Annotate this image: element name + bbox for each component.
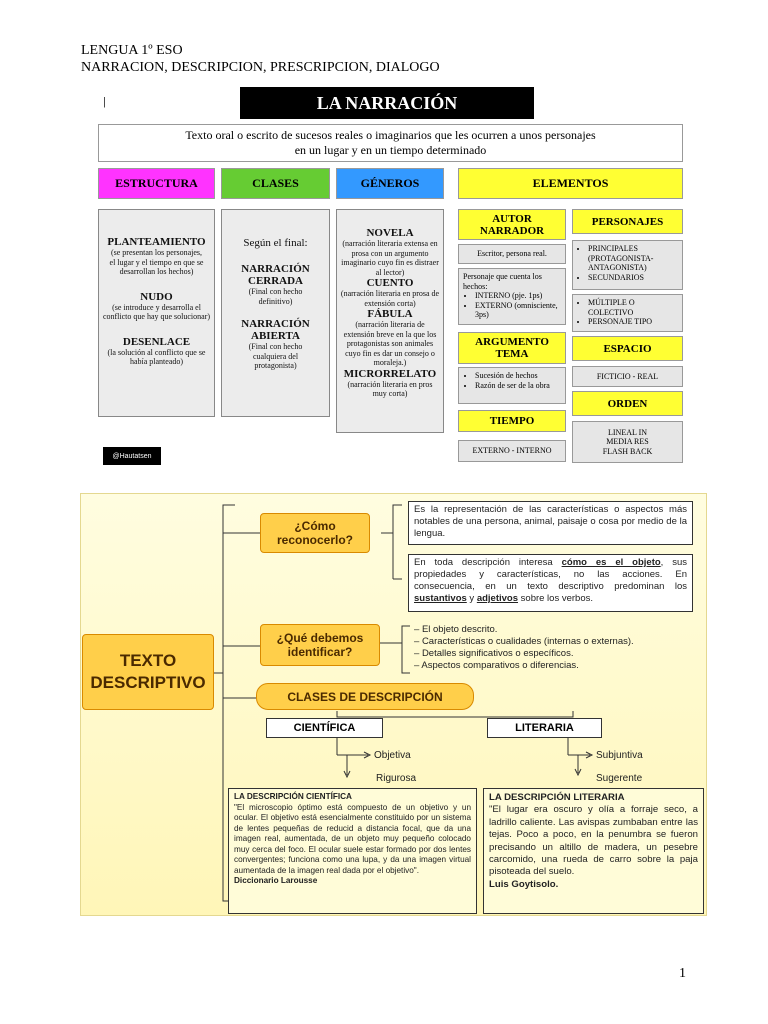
cientifica-objetiva: Objetiva: [374, 750, 411, 761]
el-personajes: PERSONAJES: [572, 209, 683, 234]
el-argumento-tema: ARGUMENTO TEMA: [458, 332, 566, 364]
literaria-sugerente: Sugerente: [596, 773, 643, 784]
estructura-nudo: NUDO: [140, 290, 173, 303]
ejemplo-literaria-text: "El lugar era oscuro y olía a forraje seco, a ladrillo caliente. Las avispas zumbaban entre las tejas. Poco a poco, en la penumbra se fueron precisando un altillo de madera, un pesebre carcomido, una rueda de carro sobre la paja pisoteada del suelo.: [489, 804, 698, 878]
cat-clases: CLASES: [221, 168, 330, 199]
el-espacio: ESPACIO: [572, 336, 683, 361]
q2-item: – Aspectos comparativos o diferencias.: [414, 660, 579, 671]
el-personajes-box1: [572, 240, 683, 290]
el-narrador-desc: Personaje que cuenta los hechos:: [463, 272, 542, 291]
q1-text-d: sobre los verbos.: [518, 593, 593, 604]
ejemplo-cientifica: [228, 788, 477, 914]
doc-header-subject: LENGUA 1º ESO: [81, 43, 183, 58]
el-argumento-item: • Sucesión de hechos: [475, 371, 561, 381]
q1-definition: Es la representación de las características o aspectos más notables de una persona, animal, paisaje o cosa por medio de la lengua.: [408, 501, 693, 545]
definition-line-2: en un lugar y en un tiempo determinado: [294, 143, 487, 157]
q1-text-b: , sus propiedades y características, no las acciones. En consecuencia, en un texto descriptivo predominan los: [414, 557, 688, 592]
clases-box: [221, 209, 330, 417]
cientifica-rigurosa: Rigurosa: [376, 773, 417, 784]
el-personajes-item: • SECUNDARIOS: [588, 273, 679, 283]
el-autor-desc: Escritor, persona real.: [458, 244, 566, 264]
q-que-identificar: ¿Qué debemos identificar?: [260, 624, 380, 666]
narracion-definition: [98, 124, 683, 162]
el-tiempo-desc: EXTERNO - INTERNO: [458, 440, 566, 462]
definition-line-1: Texto oral o escrito de sucesos reales o imaginarios que les ocurren a unos personajes: [185, 128, 596, 142]
estructura-planteamiento: PLANTEAMIENTO: [107, 236, 206, 248]
genero-fabula-desc: (narración literaria de extensión breve en la que los protagonistas son animales cuyo fin es dar un consejo o moraleja.): [343, 320, 437, 367]
clases-intro: Según el final:: [243, 237, 308, 249]
genero-microrrelato-desc: (narración literaria en pros muy corta): [347, 379, 433, 398]
el-personajes-item: • PRINCIPALES (PROTAGONISTA-ANTAGONISTA): [588, 244, 679, 273]
q-como-reconocerlo: ¿Cómo reconocerlo?: [260, 513, 370, 553]
q2-item: – Características o cualidades (internas o externas).: [414, 636, 634, 647]
estructura-box: [98, 209, 215, 417]
el-tiempo: TIEMPO: [458, 410, 566, 432]
estructura-desenlace: DESENLACE: [122, 335, 191, 348]
ejemplo-cientifica-title: LA DESCRIPCIÓN CIENTÍFICA: [234, 792, 352, 801]
el-argumento-box: [458, 367, 566, 404]
q2-item: – Detalles significativos o específicos.: [414, 648, 574, 659]
ejemplo-literaria-source: Luis Goytisolo.: [489, 878, 559, 890]
el-orden-desc: LINEAL IN MEDIA RES FLASH BACK: [572, 421, 683, 463]
el-personajes-item: • MÚLTIPLE O COLECTIVO: [588, 298, 679, 317]
cat-estructura: ESTRUCTURA: [98, 168, 215, 199]
el-personajes-box2: [572, 294, 683, 332]
q1-explanation: [408, 554, 693, 612]
genero-novela-desc: (narración literaria extensa en prosa con un argumento imaginario cuyo fin es distraer al lector): [341, 239, 439, 277]
q2-list: [414, 624, 704, 672]
doc-header-topics: NARRACION, DESCRIPCION, PRESCRIPCION, DIALOGO: [81, 60, 440, 75]
el-orden: ORDEN: [572, 391, 683, 416]
genero-novela: NOVELA: [366, 227, 414, 239]
el-espacio-desc: FICTICIO - REAL: [572, 366, 683, 387]
ejemplo-cientifica-text: "El microscopio óptimo está compuesto de un objetivo y un ocular. El objetivo está esencialmente constituido por un sistema de lentes pequeñas de reducid a distancia focal, que da una imagen real, aumentada, de un objeto muy pequeño colocado muy cerca del foco. El ocular suele estar formado por dos lentes convergentes; funciona como una lupa, y da una imagen virtual aumentada de la imagen real dada por el objetivo".: [234, 802, 471, 875]
q1-text-c: y: [466, 593, 477, 604]
cat-elementos: ELEMENTOS: [458, 168, 683, 199]
el-narrador-item: • EXTERNO (omnisciente, 3ps): [475, 301, 561, 320]
genero-microrrelato: MICRORRELATO: [343, 367, 437, 380]
page-number: 1: [679, 966, 686, 981]
el-narrador-item: • INTERNO (pje. 1ps): [475, 291, 561, 301]
estructura-planteamiento-desc: (se presentan los personajes, el lugar y el tiempo en que se desarrollan los hechos): [109, 248, 204, 276]
clase-abierta: NARRACIÓN ABIERTA: [241, 318, 310, 342]
genero-fabula: FÁBULA: [367, 308, 413, 320]
ejemplo-cientifica-source: Diccionario Larousse: [234, 876, 318, 885]
clase-literaria: LITERARIA: [487, 718, 602, 738]
q1-emphasis-sustantivos: sustantivos: [414, 593, 467, 604]
narracion-title: LA NARRACIÓN: [240, 87, 534, 119]
q1-emphasis-adjetivos: adjetivos: [476, 593, 519, 604]
el-narrador-box: [458, 268, 566, 325]
q2-item: – El objeto descrito.: [414, 624, 498, 635]
clase-abierta-desc: (Final con hecho cualquiera del protagonista): [248, 342, 303, 370]
el-autor-narrador: AUTOR NARRADOR: [458, 209, 566, 240]
generos-box: [336, 209, 444, 433]
texto-descriptivo-title: TEXTO DESCRIPTIVO: [82, 634, 214, 710]
clase-cerrada-desc: (Final con hecho definitivo): [248, 287, 303, 306]
clase-cientifica: CIENTÍFICA: [266, 718, 383, 738]
estructura-nudo-desc: (se introduce y desarrolla el conflicto que hay que solucionar): [102, 302, 211, 321]
el-argumento-item: • Razón de ser de la obra: [475, 381, 561, 391]
genero-cuento: CUENTO: [366, 277, 414, 289]
credit-badge: @Hautatsen: [103, 447, 161, 465]
cat-generos: GÉNEROS: [336, 168, 444, 199]
stray-mark: |: [103, 96, 106, 108]
q1-emphasis-objeto: cómo es el objeto: [561, 557, 661, 568]
literaria-subjuntiva: Subjuntiva: [596, 750, 643, 761]
genero-cuento-desc: (narración literaria en prosa de extensión corta): [340, 289, 440, 308]
estructura-desenlace-desc: (la solución al conflicto que se había planteado): [107, 347, 206, 366]
ejemplo-literaria: [483, 788, 704, 914]
ejemplo-literaria-title: LA DESCRIPCIÓN LITERARIA: [489, 792, 625, 803]
clase-cerrada: NARRACIÓN CERRADA: [241, 263, 310, 287]
el-personajes-item: • PERSONAJE TIPO: [588, 317, 679, 327]
clases-descripcion-title: CLASES DE DESCRIPCIÓN: [256, 683, 474, 710]
q1-text-a: En toda descripción interesa: [414, 557, 562, 568]
